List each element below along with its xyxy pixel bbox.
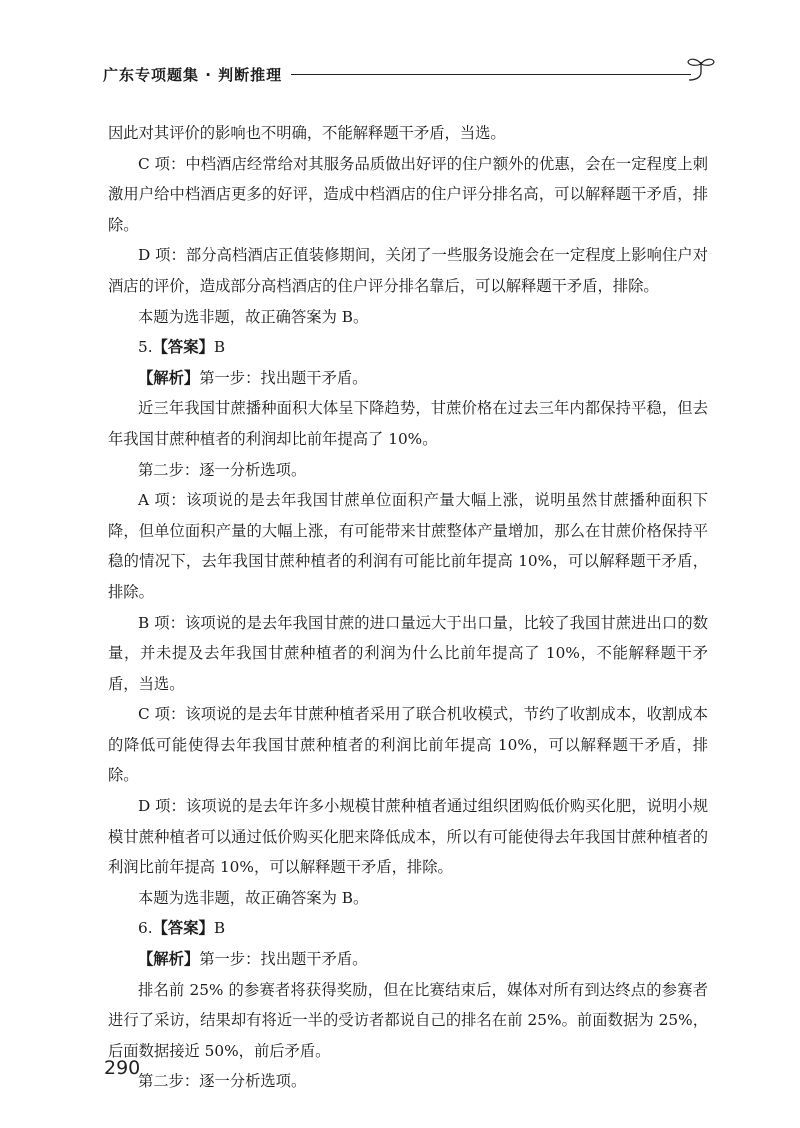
paragraph-conclusion-5 xyxy=(108,883,708,914)
paragraph-text: C 项：中档酒店经常给对其服务品质做出好评的住户额外的优惠，会在一定程度上刺激用户给中档酒店更多的好评，造成中档酒店的住户评分排名高，可以解释题干矛盾，排除。 xyxy=(108,154,708,234)
page-body xyxy=(108,118,708,1097)
analysis-label: 【解析】 xyxy=(138,368,200,387)
analysis-6 xyxy=(108,944,708,975)
answer-6 xyxy=(108,913,708,944)
analysis-text: 第一步：找出题干矛盾。 xyxy=(199,950,368,969)
sprout-icon xyxy=(685,56,717,82)
paragraph-text: 近三年我国甘蔗播种面积大体呈下降趋势，甘蔗价格在过去三年内都保持平稳，但去年我国甘蔗种植者的利润却比前年提高了 10%。 xyxy=(108,399,708,448)
paragraph-continuation xyxy=(108,118,708,149)
answer-value: B xyxy=(213,338,226,357)
question-number: 6. xyxy=(138,919,153,938)
paragraph-q5-step2 xyxy=(108,455,708,486)
header-rule xyxy=(291,74,691,75)
paragraph-text: D 项：该项说的是去年许多小规模甘蔗种植者通过组织团购低价购买化肥，说明小规模甘蔗种植者可以通过低价购买化肥来降低成本，所以有可能使得去年我国甘蔗种植者的利润比前年提高 10%，可以解释题干矛盾，排除。 xyxy=(108,797,708,877)
analysis-5 xyxy=(108,363,708,394)
answer-5 xyxy=(108,332,708,363)
paragraph-text: 本题为选非题，故正确答案为 B。 xyxy=(138,888,369,907)
paragraph-q5-option-b xyxy=(108,608,708,700)
paragraph-option-d-hotel xyxy=(108,240,708,301)
paragraph-text: D 项：部分高档酒店正值装修期间，关闭了一些服务设施会在一定程度上影响住户对酒店的评价，造成部分高档酒店的住户评分排名靠后，可以解释题干矛盾，排除。 xyxy=(108,246,708,295)
page-number: 290 xyxy=(104,1057,141,1079)
paragraph-q5-contradiction xyxy=(108,393,708,454)
paragraph-option-c-hotel xyxy=(108,149,708,241)
paragraph-text: B 项：该项说的是去年我国甘蔗的进口量远大于出口量，比较了我国甘蔗进出口的数量，并未提及去年我国甘蔗种植者的利润为什么比前年提高了 10%，不能解释题干矛盾，当选。 xyxy=(108,613,708,693)
answer-label: 【答案】 xyxy=(152,919,214,938)
paragraph-conclusion-4 xyxy=(108,302,708,333)
paragraph-q5-option-d xyxy=(108,791,708,883)
analysis-text: 第一步：找出题干矛盾。 xyxy=(199,368,368,387)
question-number: 5. xyxy=(138,338,153,357)
running-header xyxy=(103,56,723,92)
paragraph-q5-option-a xyxy=(108,485,708,607)
header-title: 广东专项题集 · 判断推理 xyxy=(103,66,283,84)
paragraph-q5-option-c xyxy=(108,699,708,791)
paragraph-text: 第二步：逐一分析选项。 xyxy=(138,1072,307,1091)
answer-label: 【答案】 xyxy=(152,338,214,357)
paragraph-text: C 项：该项说的是去年甘蔗种植者采用了联合机收模式，节约了收割成本，收割成本的降低可能使得去年我国甘蔗种植者的利润比前年提高 10%，可以解释题干矛盾，排除。 xyxy=(108,705,708,785)
paragraph-q6-contradiction xyxy=(108,975,708,1067)
paragraph-q6-step2 xyxy=(108,1066,708,1097)
paragraph-text: A 项：该项说的是去年我国甘蔗单位面积产量大幅上涨，说明虽然甘蔗播种面积下降，但单位面积产量的大幅上涨，有可能带来甘蔗整体产量增加，那么在甘蔗价格保持平稳的情况下，去年我国甘蔗种植者的利润有可能比前年提高 10%，可以解释题干矛盾，排除。 xyxy=(108,491,708,601)
analysis-label: 【解析】 xyxy=(138,950,200,969)
paragraph-text: 因此对其评价的影响也不明确，不能解释题干矛盾，当选。 xyxy=(108,124,506,142)
paragraph-text: 排名前 25% 的参赛者将获得奖励，但在比赛结束后，媒体对所有到达终点的参赛者进行了采访，结果却有将近一半的受访者都说自己的排名在前 25%。前面数据为 25%，后面数据接近 50%，前后矛盾。 xyxy=(108,980,708,1060)
paragraph-text: 第二步：逐一分析选项。 xyxy=(138,460,307,479)
paragraph-text: 本题为选非题，故正确答案为 B。 xyxy=(138,307,369,326)
answer-value: B xyxy=(213,919,226,938)
